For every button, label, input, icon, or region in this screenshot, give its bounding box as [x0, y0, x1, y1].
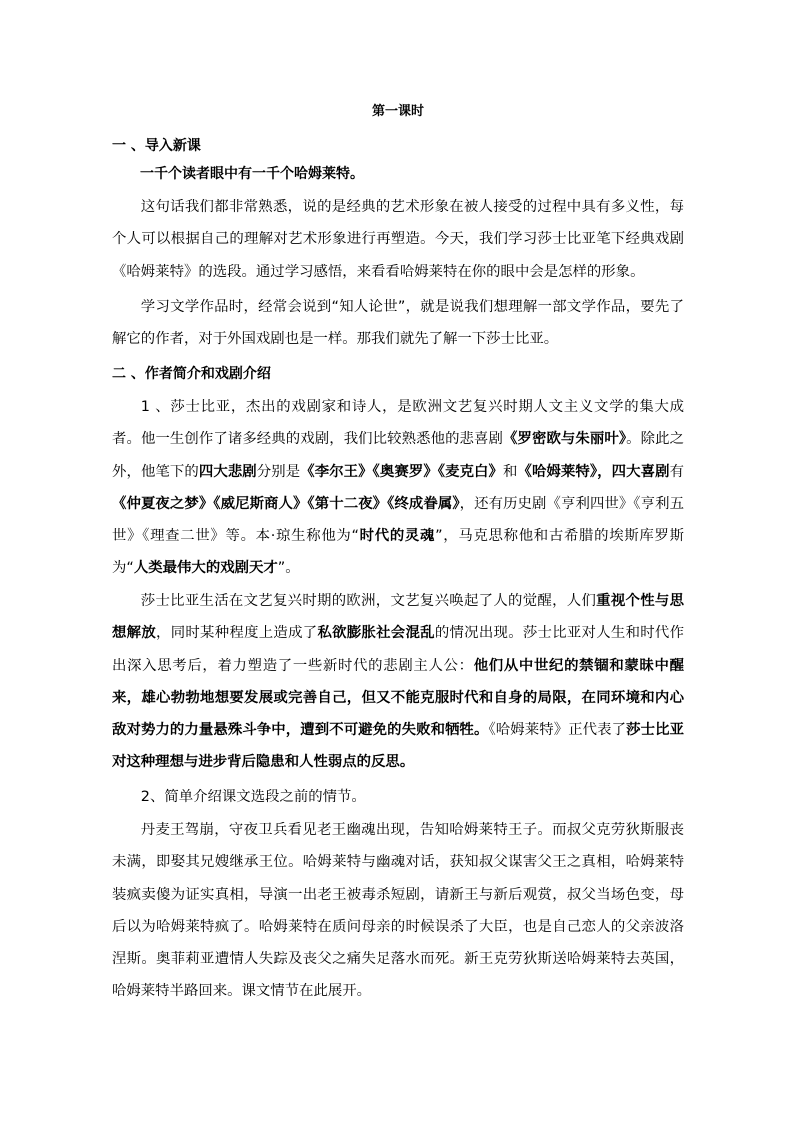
intro-paragraph-2: 学习文学作品时，经常会说到“知人论世”，就是说我们想理解一部文学作品，要先了解它的作者，对于外国戏剧也是一样。那我们就先了解一下莎士比亚。: [112, 299, 684, 348]
bold-run: 私欲膨胀社会混乱: [317, 625, 435, 642]
author-paragraph-4: 丹麦王驾崩，守夜卫兵看见老王幽魂出现，告知哈姆莱特王子。而叔父克劳狄斯服丧未满，即娶其兄嫂继承王位。哈姆莱特与幽魂对话，获知叔父谋害父王之真相，哈姆莱特装疯卖傻为证实真相，导演一出老王被毒杀短剧，请新王与新后观赏，叔父当场色变，母后以为哈姆莱特疯了。哈姆莱特在质问母亲的时候误杀了大臣，也是自己恋人的父亲波洛涅斯。奥菲莉亚遭情人失踪及丧父之痛失足落水而死。新王克劳狄斯送哈姆莱特去英国，哈姆莱特半路回来。课文情节在此展开。: [112, 822, 684, 1000]
text-run: ，同时某种程度上造成了: [156, 625, 318, 642]
intro-quote: 一千个读者眼中有一千个哈姆莱特。: [140, 166, 364, 182]
bold-run: 他们从中世纪的禁锢和蒙昧中醒来，雄心勃勃地想要发展或完善自己，但又不能克服时代和自身的局限，在同环境和内心敌对势力的力量悬殊斗争中，遭到不可避免的失败和牺牲。: [112, 657, 684, 739]
text-run: 和: [503, 463, 518, 480]
bold-run: 重视个性与思想解放: [112, 593, 684, 642]
bold-run: 《罗密欧与朱丽叶》: [503, 431, 627, 448]
text-run: ，还有历史剧《亨利四世》《亨利五世》《理查二世》等。本·琼生称他为“: [112, 495, 685, 545]
section-heading-intro: 一 、导入新课: [112, 138, 201, 154]
text-run: 1 、莎士比亚，杰出的戏剧家和诗人，是欧洲文艺复兴时期人文主义文学的集大成者。他一生创作了诸多经典的戏剧，我们比较熟悉他的悲喜剧: [112, 399, 684, 448]
author-paragraph-1: [112, 391, 684, 585]
author-paragraph-2: [112, 585, 684, 779]
document-page: [112, 0, 684, 1123]
text-run: 。除此之外，他笔下的: [112, 431, 684, 480]
bold-run: 莎士比亚对这种理想与进步背后隐患和人性弱点的反思。: [112, 722, 684, 771]
text-run: ”。: [277, 560, 300, 577]
author-paragraph-3: 2、简单介绍课文选段之前的情节。: [140, 789, 366, 805]
section-heading-author: 二 、作者简介和戏剧介绍: [112, 366, 271, 382]
bold-run: 《仲夏夜之梦》《威尼斯商人》《第十二夜》《终成眷属》: [112, 495, 460, 512]
text-run: ”，马克思称他和古希腊的埃斯库罗斯为“: [112, 528, 684, 577]
text-run: 莎士比亚生活在文艺复兴时期的欧洲，文艺复兴唤起了人的觉醒，人们: [140, 593, 597, 609]
bold-run: 《李尔王》《奥赛罗》《麦克白》: [300, 463, 504, 480]
text-run: 有: [669, 463, 684, 480]
bold-run: 四大悲剧: [198, 463, 257, 480]
intro-paragraph-1: 这句话我们都非常熟悉，说的是经典的艺术形象在被人接受的过程中具有多义性，每个人可以根据自己的理解对艺术形象进行再塑造。今天，我们学习莎士比亚笔下经典戏剧《哈姆莱特》的选段。通过学习感悟，来看看哈姆莱特在你的眼中会是怎样的形象。: [112, 199, 684, 280]
page-title: 第一课时: [371, 104, 424, 119]
text-run: 的情况出现。莎士比亚对人生和时代作出深入思考后，着力塑造了一些新时代的悲剧主人公：: [112, 625, 684, 674]
bold-run: 《哈姆莱特》，四大喜剧: [517, 463, 670, 480]
text-run: 《哈姆莱特》正代表了: [488, 722, 627, 739]
bold-run: 人类最伟大的戏剧天才: [133, 560, 278, 577]
text-run: 分别是: [256, 463, 301, 480]
bold-run: 时代的灵魂: [358, 528, 436, 545]
